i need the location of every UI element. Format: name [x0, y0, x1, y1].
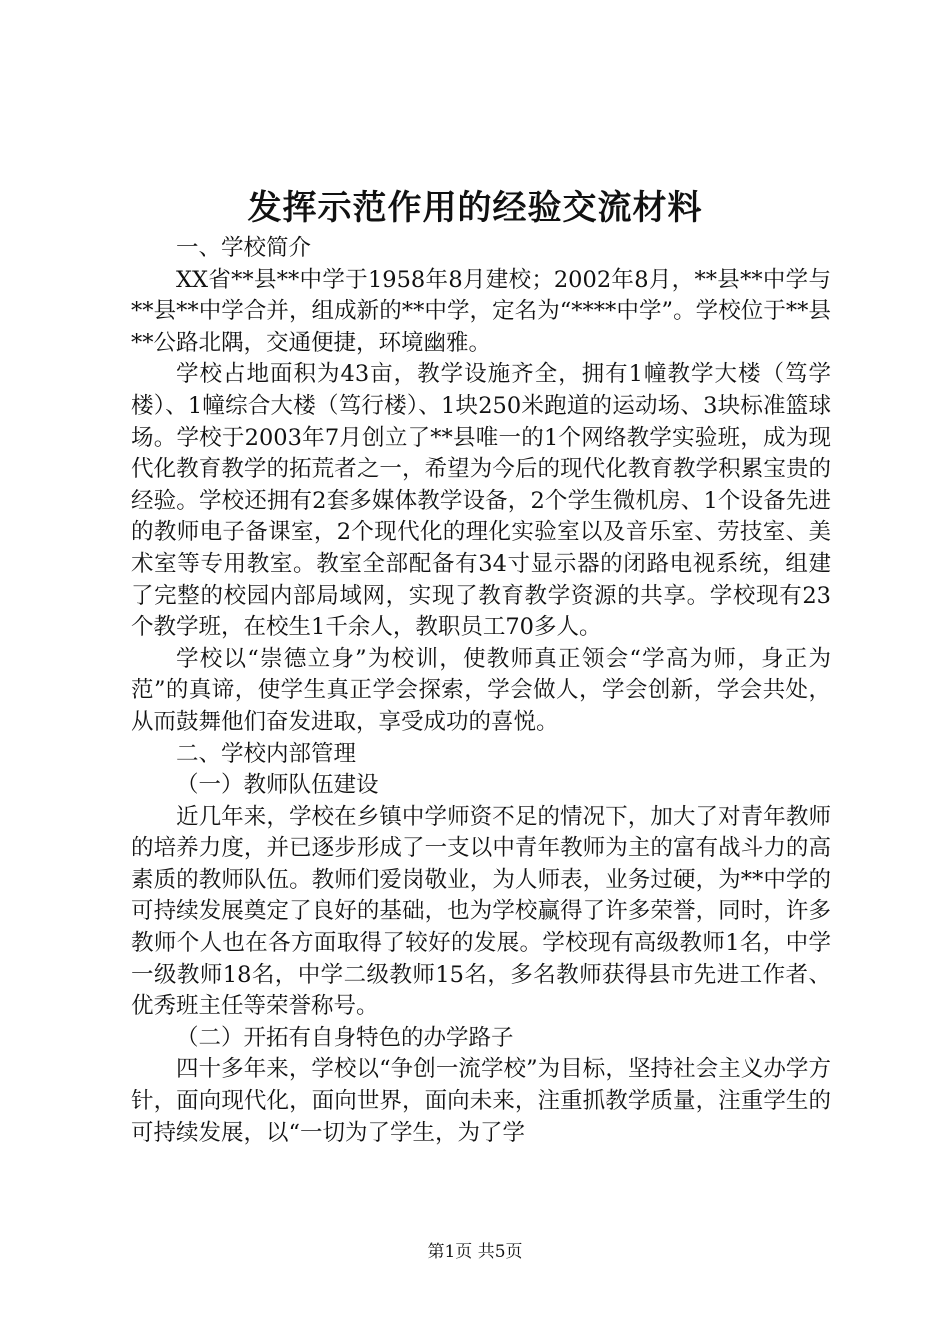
subsection-heading-teacher-team: （一）教师队伍建设 [176, 772, 379, 799]
paragraph-school-path: 四十多年来，学校以“争创一流学校”为目标，坚持社会主义办学方针，面向现代化，面向世界，面向未来，注重抓教学质量，注重学生的可持续发展，以“一切为了学生，为了学 [131, 1056, 831, 1146]
document-body [131, 233, 831, 1149]
document-title: 发挥示范作用的经验交流材料 [247, 188, 703, 228]
paragraph-school-facilities: 学校占地面积为43亩，教学设施齐全，拥有1幢教学大楼（笃学楼）、1幢综合大楼（笃行楼）、1块250米跑道的运动场、3块标准篮球场。学校于2003年7月创立了**县唯一的1个网络教学实验班，成为现代化教育教学的拓荒者之一，希望为今后的现代化教育教学积累宝贵的经验。学校还拥有2套多媒体教学设备，2个学生微机房、1个设备先进的教师电子备课室，2个现代化的理化实验室以及音乐室、劳技室、美术室等专用教室。教室全部配备有34寸显示器的闭路电视系统，组建了完整的校园内部局域网，实现了教育教学资源的共享。学校现有23个教学班，在校生1千余人，教职员工70多人。 [131, 361, 831, 641]
section-heading-school-intro: 一、学校简介 [176, 235, 312, 261]
paragraph-school-history: XX省**县**中学于1958年8月建校；2002年8月，**县**中学与**县**中学合并，组成新的**中学，定名为“****中学”。学校位于**县**公路北隅，交通便捷，环境幽雅。 [131, 266, 831, 356]
subsection-heading-school-path: （二）开拓有自身特色的办学路子 [176, 1024, 514, 1051]
section-heading-internal-management: 二、学校内部管理 [176, 740, 357, 767]
page-footer: 第1页 共5页 [427, 1242, 523, 1262]
paragraph-school-motto: 学校以“崇德立身”为校训，使教师真正领会“学高为师，身正为范”的真谛，使学生真正学会探索，学会做人，学会创新，学会共处，从而鼓舞他们奋发进取，享受成功的喜悦。 [131, 645, 831, 735]
paragraph-teacher-team: 近几年来，学校在乡镇中学师资不足的情况下，加大了对青年教师的培养力度，并已逐步形成了一支以中青年教师为主的富有战斗力的高素质的教师队伍。教师们爱岗敬业，为人师表，业务过硬，为**中学的可持续发展奠定了良好的基础，也为学校赢得了许多荣誉，同时，许多教师个人也在各方面取得了较好的发展。学校现有高级教师1名，中学一级教师18名，中学二级教师15名，多名教师获得县市先进工作者、优秀班主任等荣誉称号。 [131, 803, 831, 1020]
